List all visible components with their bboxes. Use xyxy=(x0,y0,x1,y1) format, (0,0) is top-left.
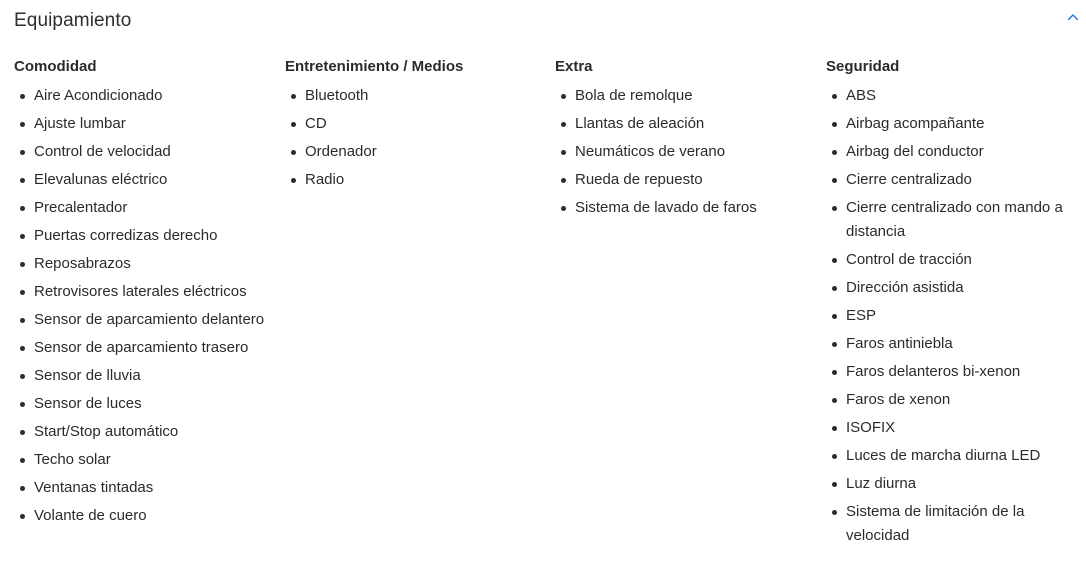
feature-item: Neumáticos de verano xyxy=(555,140,817,164)
feature-item: CD xyxy=(285,112,547,136)
feature-item: Faros antiniebla xyxy=(826,332,1086,356)
feature-item: Sensor de aparcamiento delantero xyxy=(14,308,276,332)
feature-item: Sistema de lavado de faros xyxy=(555,196,817,220)
feature-item: Bluetooth xyxy=(285,84,547,108)
feature-item: Llantas de aleación xyxy=(555,112,817,136)
feature-item: Faros de xenon xyxy=(826,388,1086,412)
feature-item: Cierre centralizado con mando a distancia xyxy=(826,196,1086,244)
feature-list xyxy=(826,84,1086,548)
feature-item: Rueda de repuesto xyxy=(555,168,817,192)
feature-item: Ajuste lumbar xyxy=(14,112,276,136)
feature-item: Faros delanteros bi-xenon xyxy=(826,360,1086,384)
feature-item: Luces de marcha diurna LED xyxy=(826,444,1086,468)
feature-list xyxy=(14,84,276,528)
section-header xyxy=(14,8,1080,34)
feature-item: Radio xyxy=(285,168,547,192)
feature-item: ESP xyxy=(826,304,1086,328)
feature-item: Sistema de limitación de la velocidad xyxy=(826,500,1086,548)
feature-item: Ordenador xyxy=(285,140,547,164)
feature-item: Start/Stop automático xyxy=(14,420,276,444)
column-entretenimiento xyxy=(285,56,547,196)
feature-item: Sensor de luces xyxy=(14,392,276,416)
section-title: Equipamiento xyxy=(14,10,132,31)
feature-item: Aire Acondicionado xyxy=(14,84,276,108)
feature-item: Dirección asistida xyxy=(826,276,1086,300)
feature-item: Precalentador xyxy=(14,196,276,220)
feature-item: Elevalunas eléctrico xyxy=(14,168,276,192)
column-seguridad xyxy=(826,56,1086,552)
feature-item: Puertas corredizas derecho xyxy=(14,224,276,248)
feature-item: Sensor de aparcamiento trasero xyxy=(14,336,276,360)
feature-item: Ventanas tintadas xyxy=(14,476,276,500)
feature-item: Control de velocidad xyxy=(14,140,276,164)
feature-item: Luz diurna xyxy=(826,472,1086,496)
feature-item: Retrovisores laterales eléctricos xyxy=(14,280,276,304)
chevron-up-icon xyxy=(1067,13,1079,21)
feature-item: Control de tracción xyxy=(826,248,1086,272)
feature-item: Airbag del conductor xyxy=(826,140,1086,164)
column-heading: Comodidad xyxy=(14,58,97,75)
column-heading: Entretenimiento / Medios xyxy=(285,58,464,75)
column-heading: Extra xyxy=(555,58,593,75)
feature-item: ABS xyxy=(826,84,1086,108)
feature-list xyxy=(285,84,547,192)
column-comodidad xyxy=(14,56,276,532)
feature-item: Sensor de lluvia xyxy=(14,364,276,388)
column-heading: Seguridad xyxy=(826,58,900,75)
column-extra xyxy=(555,56,817,224)
feature-list xyxy=(555,84,817,220)
feature-item: Volante de cuero xyxy=(14,504,276,528)
feature-item: Airbag acompañante xyxy=(826,112,1086,136)
feature-item: Techo solar xyxy=(14,448,276,472)
feature-item: Cierre centralizado xyxy=(826,168,1086,192)
collapse-toggle-button[interactable] xyxy=(1066,10,1080,24)
feature-item: Bola de remolque xyxy=(555,84,817,108)
feature-item: Reposabrazos xyxy=(14,252,276,276)
feature-item: ISOFIX xyxy=(826,416,1086,440)
